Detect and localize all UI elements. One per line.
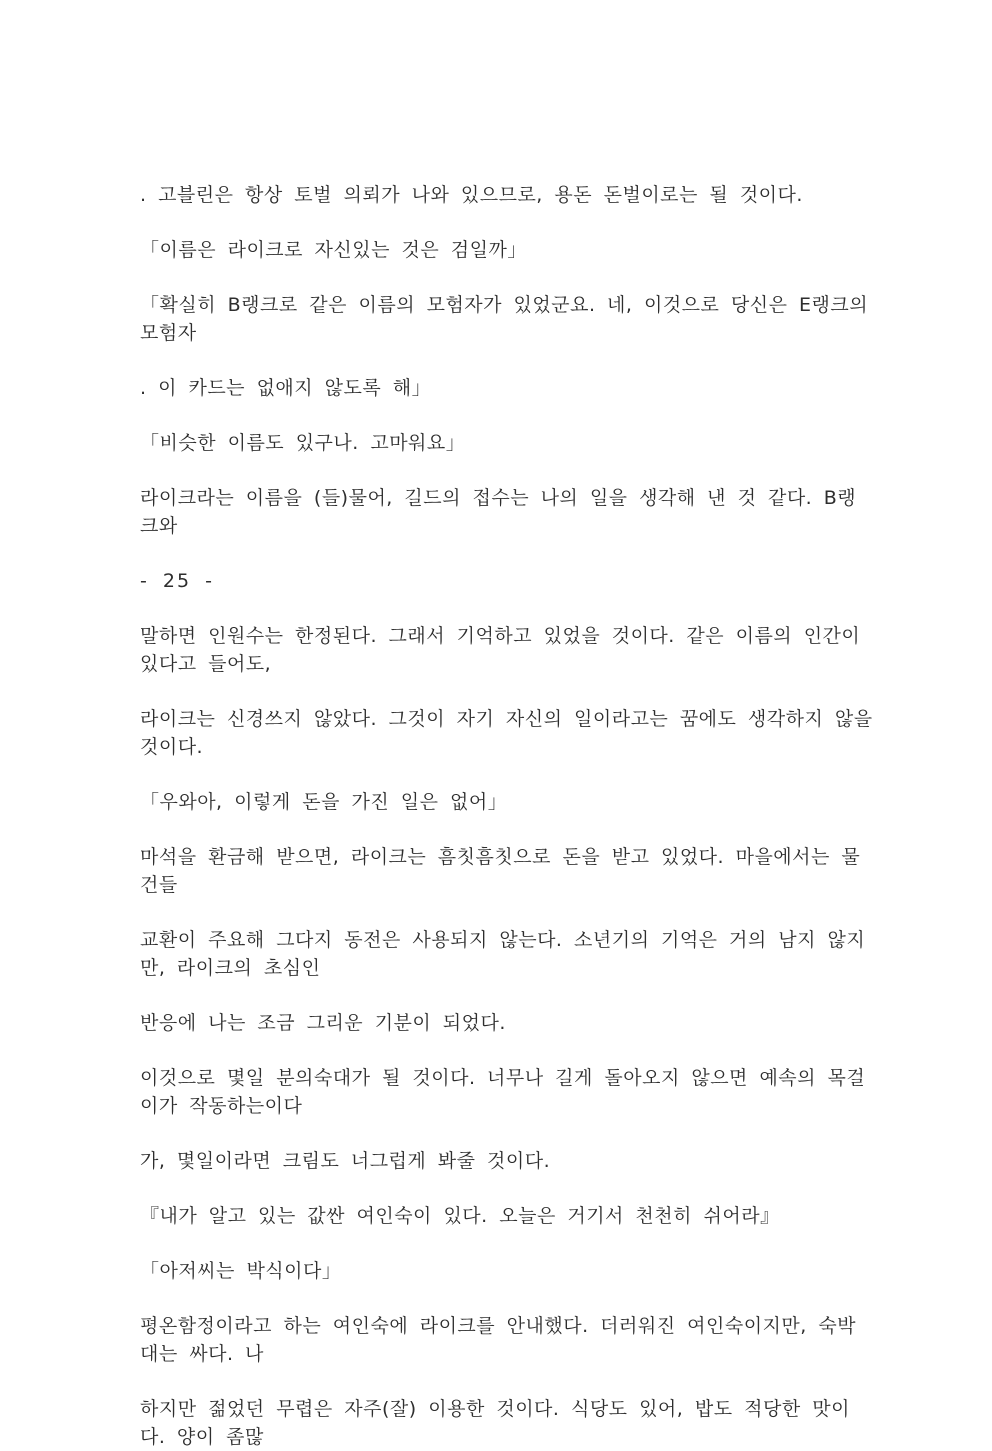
paragraph-line: 라이크라는 이름을 (들)물어, 길드의 접수는 나의 일을 생각해 낸 것 같다. B랭크와: [140, 487, 857, 537]
page-number: - 25 -: [140, 570, 214, 592]
dialogue-line: 「이름은 라이크로 자신있는 것은 검일까」: [140, 239, 527, 261]
paragraph-line: 반응에 나는 조금 그리운 기분이 되었다.: [140, 1012, 506, 1034]
dialogue-line: 「우와아, 이렇게 돈을 가진 일은 없어」: [140, 791, 508, 813]
paragraph-line: 말하면 인원수는 한정된다. 그래서 기억하고 있었을 것이다. 같은 이름의 인간이 있다고 들어도,: [140, 625, 861, 675]
paragraph-line: 라이크는 신경쓰지 않았다. 그것이 자기 자신의 일이라고는 꿈에도 생각하지 않을 것이다.: [140, 708, 873, 758]
paragraph-line: . 이 카드는 없애지 않도록 해」: [140, 377, 432, 399]
dialogue-line: 『내가 알고 있는 값싼 여인숙이 있다. 오늘은 거기서 천천히 쉬어라』: [140, 1205, 780, 1227]
dialogue-line: 「아저씨는 박식이다」: [140, 1260, 342, 1282]
paragraph-line: 마석을 환금해 받으면, 라이크는 흠칫흠칫으로 돈을 받고 있었다. 마을에서는 물건들: [140, 846, 861, 896]
paragraph-line: 평온함정이라고 하는 여인숙에 라이크를 안내했다. 더러워진 여인숙이지만, 숙박대는 싸다. 나: [140, 1315, 857, 1365]
paragraph-line: 교환이 주요해 그다지 동전은 사용되지 않는다. 소년기의 기억은 거의 남지 않지만, 라이크의 초심인: [140, 929, 866, 979]
paragraph-line: . 고블린은 항상 토벌 의뢰가 나와 있으므로, 용돈 돈벌이로는 될 것이다.: [140, 184, 803, 206]
paragraph-line: 이것으로 몇일 분의숙대가 될 것이다. 너무나 길게 돌아오지 않으면 예속의 목걸이가 작동하는이다: [140, 1067, 866, 1117]
dialogue-line: 「확실히 B랭크로 같은 이름의 모험자가 있었군요. 네, 이것으로 당신은 E랭크의 모험자: [140, 294, 869, 344]
paragraph-line: 하지만 젊었던 무렵은 자주(잘) 이용한 것이다. 식당도 있어, 밥도 적당한 맛이다. 양이 좀많: [140, 1398, 850, 1448]
dialogue-line: 「비슷한 이름도 있구나. 고마워요」: [140, 432, 466, 454]
paragraph-line: 가, 몇일이라면 크림도 너그럽게 봐줄 것이다.: [140, 1150, 551, 1172]
